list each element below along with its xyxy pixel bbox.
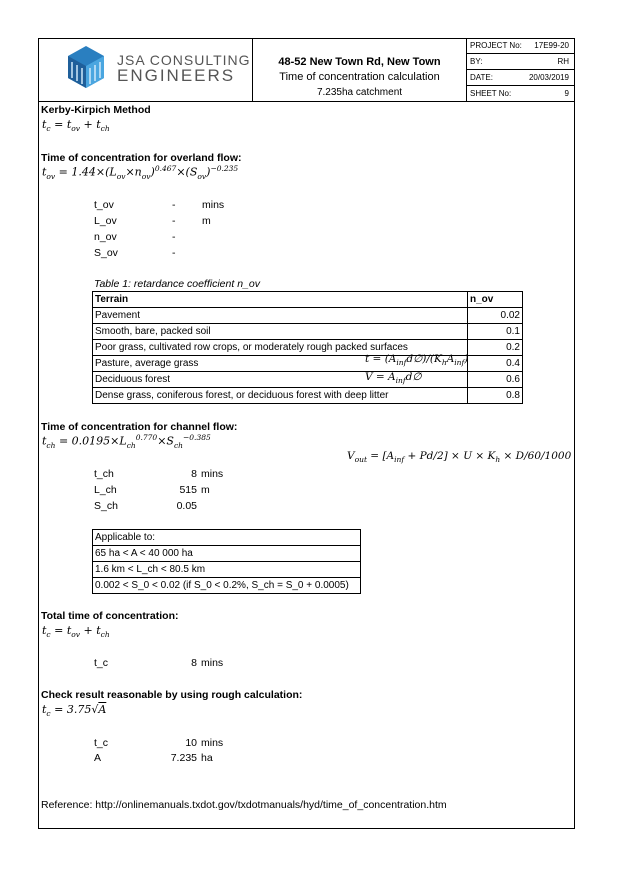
var-name: A — [94, 752, 102, 764]
var-name: t_ov — [94, 199, 114, 211]
meta-row — [467, 38, 575, 54]
company-logo-icon — [62, 42, 110, 90]
n-cell: 0.8 — [468, 388, 523, 404]
formula-vout: $V_{out} = [A_{inf} + Pd/2] \times U \times K_h \times D/60/1000$ — [347, 450, 572, 465]
terrain-cell: Poor grass, cultivated row crops, or moderately rough packed surfaces — [93, 340, 468, 356]
formula-floating-t: $t = (A_{inf}d\emptyset)/(K_hA_{inf})$ — [365, 353, 469, 368]
var-value: - — [172, 215, 176, 227]
var-value: - — [172, 247, 176, 259]
table-row — [93, 562, 361, 578]
var-value: 0.05 — [176, 500, 197, 512]
var-value: - — [172, 231, 176, 243]
n-cell: 0.4 — [468, 356, 523, 372]
n-cell: 0.1 — [468, 324, 523, 340]
meta-value: 20/03/2019 — [528, 73, 569, 82]
project-subtitle: Time of concentration calculation — [279, 71, 440, 83]
meta-row — [467, 86, 575, 102]
overland-title: Time of concentration for overland flow: — [41, 152, 242, 164]
header-meta — [467, 38, 575, 102]
var-unit: mins — [202, 199, 225, 211]
n-cell: 0.6 — [468, 372, 523, 388]
terrain-cell: Deciduous forest — [93, 372, 468, 388]
var-name: L_ch — [94, 484, 117, 496]
terrain-cell: Dense grass, coniferous forest, or deciduous forest with deep litter — [93, 388, 468, 404]
table-row — [93, 372, 523, 388]
method-title: Kerby-Kirpich Method — [41, 104, 151, 116]
applicable-cell: 65 ha < A < 40 000 ha — [93, 546, 361, 562]
table-row — [93, 578, 361, 594]
var-name: t_c — [94, 737, 109, 749]
var-unit: mins — [201, 737, 224, 749]
project-catchment: 7.235ha catchment — [316, 87, 403, 98]
var-unit: m — [201, 484, 210, 496]
applicable-table — [92, 529, 361, 594]
n-cell: 0.02 — [468, 308, 523, 324]
n-cell: 0.2 — [468, 340, 523, 356]
var-value: 10 — [185, 737, 197, 749]
retardance-table — [92, 291, 523, 404]
var-name: L_ov — [94, 215, 117, 227]
formula-check: $t_c = 3.75√A$ — [42, 703, 107, 719]
var-name: t_ch — [94, 468, 114, 480]
applicable-cell: 1.6 km < L_ch < 80.5 km — [93, 562, 361, 578]
company-name-line2: ENGINEERS — [117, 66, 236, 85]
var-value: 7.235 — [170, 752, 197, 764]
formula-tch: $t_{ch} = 0.0195\times L_{ch}^{0.770}\times S_{ch}^{-0.385}$ — [42, 433, 211, 450]
table-row — [93, 388, 523, 404]
table-header: Terrain — [93, 292, 468, 308]
var-value: 8 — [191, 468, 197, 480]
meta-value: 9 — [564, 89, 569, 98]
channel-title: Time of concentration for channel flow: — [41, 421, 238, 433]
applicable-cell: 0.002 < S_0 < 0.02 (if S_0 < 0.2%, S_ch = S_0 + 0.0005) — [93, 578, 361, 594]
table-row — [93, 546, 361, 562]
meta-label: PROJECT No: — [470, 41, 522, 50]
var-unit: ha — [201, 752, 213, 764]
var-value: - — [172, 199, 176, 211]
table-header: n_ov — [468, 292, 523, 308]
var-value: 515 — [179, 484, 197, 496]
company-name-line1: JSA CONSULTING — [117, 52, 251, 68]
terrain-cell: Smooth, bare, packed soil — [93, 324, 468, 340]
terrain-cell: Pasture, average grass — [93, 356, 468, 372]
table-row — [93, 308, 523, 324]
var-unit: mins — [201, 657, 224, 669]
var-name: t_c — [94, 657, 109, 669]
terrain-cell: Pavement — [93, 308, 468, 324]
table-row — [93, 324, 523, 340]
applicable-title: Applicable to: — [93, 530, 361, 546]
check-title: Check result reasonable by using rough calculation: — [41, 689, 303, 701]
var-name: n_ov — [94, 231, 117, 243]
reference-text: Reference: http://onlinemanuals.txdot.gov/txdotmanuals/hyd/time_of_concentration.htm — [41, 799, 447, 811]
var-name: S_ov — [94, 247, 118, 259]
formula-tov: $t_{ov} = 1.44\times(L_{ov}\times n_{ov})^{0.467}\times(S_{ov})^{-0.235}$ — [42, 164, 239, 181]
total-title: Total time of concentration: — [41, 610, 179, 622]
meta-value: 17E99-20 — [534, 41, 569, 50]
var-unit: mins — [201, 468, 224, 480]
var-unit: m — [202, 215, 211, 227]
meta-label: BY: — [470, 57, 483, 66]
meta-row — [467, 54, 575, 70]
table1-caption: Table 1: retardance coefficient n_ov — [94, 278, 260, 290]
var-name: S_ch — [94, 500, 118, 512]
formula-floating-v: $V = A_{inf}d\emptyset$ — [365, 371, 422, 386]
meta-label: SHEET No: — [470, 89, 512, 98]
project-address: 48-52 New Town Rd, New Town — [278, 56, 441, 68]
header-title-cell — [253, 38, 467, 102]
meta-value: RH — [557, 57, 569, 66]
formula-tc: $t_c = t_{ov} + t_{ch}$ — [42, 118, 110, 134]
formula-total: $t_c = t_{ov} + t_{ch}$ — [42, 624, 110, 640]
var-value: 8 — [191, 657, 197, 669]
meta-label: DATE: — [470, 73, 493, 82]
meta-row — [467, 70, 575, 86]
